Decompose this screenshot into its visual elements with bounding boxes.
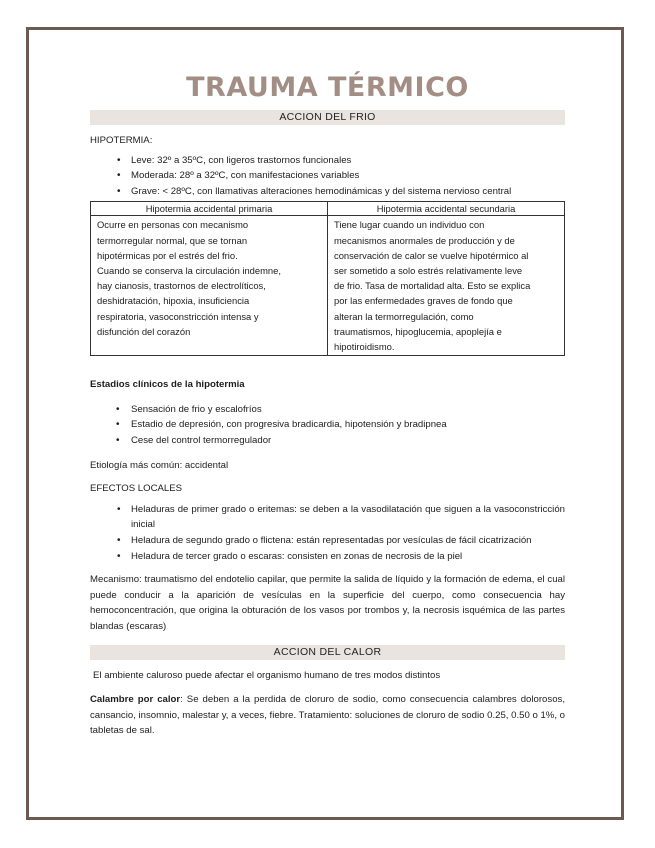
etiologia-text: Etiología más común: accidental — [90, 459, 229, 471]
cell-line: Tiene lugar cuando un individuo con — [334, 219, 485, 231]
cell-line: traumatismos, hipoglucemia, apoplejía e — [334, 325, 502, 337]
cell-line: conservación de calor se vuelve hipotérmico al — [334, 249, 529, 261]
list-item: • Grave: < 28ºC, con llamativas alteraciones hemodinámicas y del sistema nervioso central — [90, 184, 565, 200]
document-body — [90, 70, 565, 739]
cell-line: mecanismos anormales de producción y de — [334, 234, 515, 246]
cell-line: hay cianosis, trastornos de electrolíticos, — [97, 280, 266, 292]
table-header-secundaria: Hipotermia accidental secundaria — [328, 202, 565, 216]
list-item: • Heladura de tercer grado o escaras: consisten en zonas de necrosis de la piel — [90, 549, 565, 565]
efectos-list — [90, 502, 565, 564]
estadios-list — [90, 402, 565, 449]
document-title: TRAUMA TÉRMICO — [186, 72, 469, 103]
section-heading-frio: ACCION DEL FRIO — [90, 110, 565, 125]
cell-line: alteran la termorregulación, como — [334, 310, 474, 322]
cell-line: respiratoria, vasoconstricción intensa y — [97, 310, 259, 322]
estadios-heading: Estadios clínicos de la hipotermia — [90, 379, 245, 391]
calor-intro: El ambiente caluroso puede afectar el organismo humano de tres modos distintos — [93, 669, 441, 681]
cell-line: Cuando se conserva la circulación indemne, — [97, 264, 281, 276]
mecanismo-paragraph: Mecanismo: traumatismo del endotelio capilar, que permite la salida de líquido y la formación de edema, el cual puede conducir a la aparición de vesículas en la superficie del cuerpo, como consecuencia hay hemoconcentración, que origina la obturación de los vasos por trombos y, la necrosis isquémica de las partes blandas (escaras) — [90, 574, 565, 632]
list-item: • Sensación de frio y escalofríos — [90, 402, 565, 418]
cell-line: hipotiroidismo. — [334, 341, 395, 352]
cell-line: por las enfermedades graves de fondo que — [334, 295, 513, 307]
list-item: • Cese del control termorregulador — [90, 433, 565, 449]
table-cell-primaria — [91, 216, 328, 356]
list-item: • Estadio de depresión, con progresiva bradicardia, hipotensión y bradipnea — [90, 417, 565, 433]
list-item: • Leve: 32º a 35ºC, con ligeros trastornos funcionales — [90, 153, 565, 169]
table-header-primaria: Hipotermia accidental primaria — [91, 202, 328, 216]
section-heading-calor: ACCION DEL CALOR — [90, 645, 565, 660]
cell-line: de frio. Tasa de mortalidad alta. Esto se explica — [334, 280, 531, 292]
efectos-label: EFECTOS LOCALES — [90, 483, 183, 495]
list-item: • Moderada: 28º a 32ºC, con manifestaciones variables — [90, 168, 565, 184]
calambre-text: : Se deben a la perdida de cloruro de sodio, como consecuencia calambres dolorosos, cansancio, insomnio, malestar y, a veces, fiebre. Tratamiento: soluciones de cloruro de sodio 0.25, 0.50 o 1%, o tabletas de sal. — [90, 694, 565, 737]
list-item: • Heladura de segundo grado o flictena: están representadas por vesículas de fácil cicatrización — [90, 533, 565, 549]
cell-line: Ocurre en personas con mecanismo — [97, 219, 249, 231]
cell-line: deshidratación, hipoxia, insuficiencia — [97, 295, 250, 307]
calambre-label: Calambre por calor — [90, 694, 181, 706]
cell-line: hipotérmicas por el estrés del frio. — [97, 249, 238, 261]
hipotermia-table — [90, 201, 565, 356]
calambre-paragraph — [90, 692, 565, 739]
hipotermia-label: HIPOTERMIA: — [90, 135, 153, 146]
cell-line: disfunción del corazón — [97, 325, 191, 337]
hipotermia-list — [90, 153, 565, 200]
table-cell-secundaria — [328, 216, 565, 356]
list-item: • Heladuras de primer grado o eritemas: se deben a la vasodilatación que siguen a la vasoconstricción inicial — [90, 502, 565, 533]
cell-line: ser sometido a solo estrés relativamente leve — [334, 264, 523, 276]
cell-line: termorregular normal, que se tornan — [97, 234, 248, 246]
